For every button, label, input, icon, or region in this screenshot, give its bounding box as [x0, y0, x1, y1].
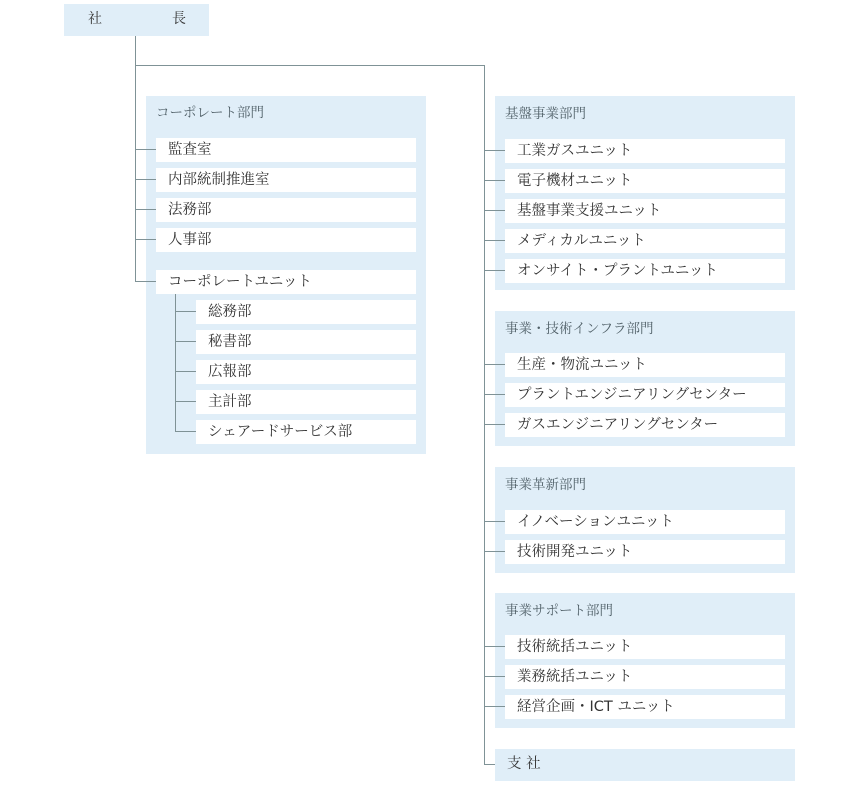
branch-line	[484, 210, 505, 211]
branch-line	[135, 239, 156, 240]
branch-line	[484, 521, 505, 522]
branch-line	[484, 646, 505, 647]
division-item: イノベーションユニット	[505, 510, 785, 534]
corporate-item: 監査室	[156, 138, 416, 162]
branch-line	[484, 150, 505, 151]
unit-item: 総務部	[196, 300, 416, 324]
unit-item: 秘書部	[196, 330, 416, 354]
division-item: 業務統括ユニット	[505, 665, 785, 689]
corporate-unit-label: コーポレートユニット	[156, 270, 416, 294]
branch-line	[175, 311, 196, 312]
unit-item: シェアードサービス部	[196, 420, 416, 444]
branch-line	[175, 431, 196, 432]
branch-line	[135, 149, 156, 150]
president-box	[64, 4, 209, 36]
branch-office-label: 支 社	[507, 756, 541, 772]
connector-unit-trunk	[175, 294, 176, 432]
branch-line	[484, 424, 505, 425]
division-item: オンサイト・プラントユニット	[505, 259, 785, 283]
division-item: 電子機材ユニット	[505, 169, 785, 193]
division-item: 生産・物流ユニット	[505, 353, 785, 377]
division-item: 基盤事業支援ユニット	[505, 199, 785, 223]
branch-line	[175, 401, 196, 402]
unit-item: 広報部	[196, 360, 416, 384]
branch-line	[484, 270, 505, 271]
division-item: ガスエンジニアリングセンター	[505, 413, 785, 437]
division-item: 技術開発ユニット	[505, 540, 785, 564]
branch-line	[135, 281, 156, 282]
branch-line	[484, 551, 505, 552]
division-title: 基盤事業部門	[505, 106, 586, 122]
branch-line	[175, 341, 196, 342]
branch-line	[484, 394, 505, 395]
division-title: 事業革新部門	[505, 477, 586, 493]
division-title: 事業サポート部門	[505, 603, 613, 619]
branch-line	[484, 706, 505, 707]
division-item: メディカルユニット	[505, 229, 785, 253]
branch-line	[484, 364, 505, 365]
branch-line	[484, 180, 505, 181]
branch-line	[484, 676, 505, 677]
division-item: 経営企画・ICT ユニット	[505, 695, 785, 719]
connector-right-trunk	[484, 65, 485, 765]
division-item: 技術統括ユニット	[505, 635, 785, 659]
connector-president-down	[135, 36, 136, 66]
branch-line	[484, 764, 495, 765]
division-item: プラントエンジニアリングセンター	[505, 383, 785, 407]
branch-line	[135, 209, 156, 210]
corporate-title: コーポレート部門	[156, 105, 264, 121]
corporate-item: 法務部	[156, 198, 416, 222]
connector-top-horizontal	[135, 65, 485, 66]
president-label-right: 長	[172, 11, 186, 27]
president-label-left: 社	[88, 11, 102, 27]
corporate-item: 内部統制推進室	[156, 168, 416, 192]
division-title: 事業・技術インフラ部門	[505, 321, 654, 337]
division-item: 工業ガスユニット	[505, 139, 785, 163]
connector-left-trunk	[135, 65, 136, 282]
unit-item: 主計部	[196, 390, 416, 414]
branch-line	[175, 371, 196, 372]
branch-line	[484, 240, 505, 241]
branch-line	[135, 179, 156, 180]
corporate-item: 人事部	[156, 228, 416, 252]
branch-office-box	[495, 749, 795, 781]
